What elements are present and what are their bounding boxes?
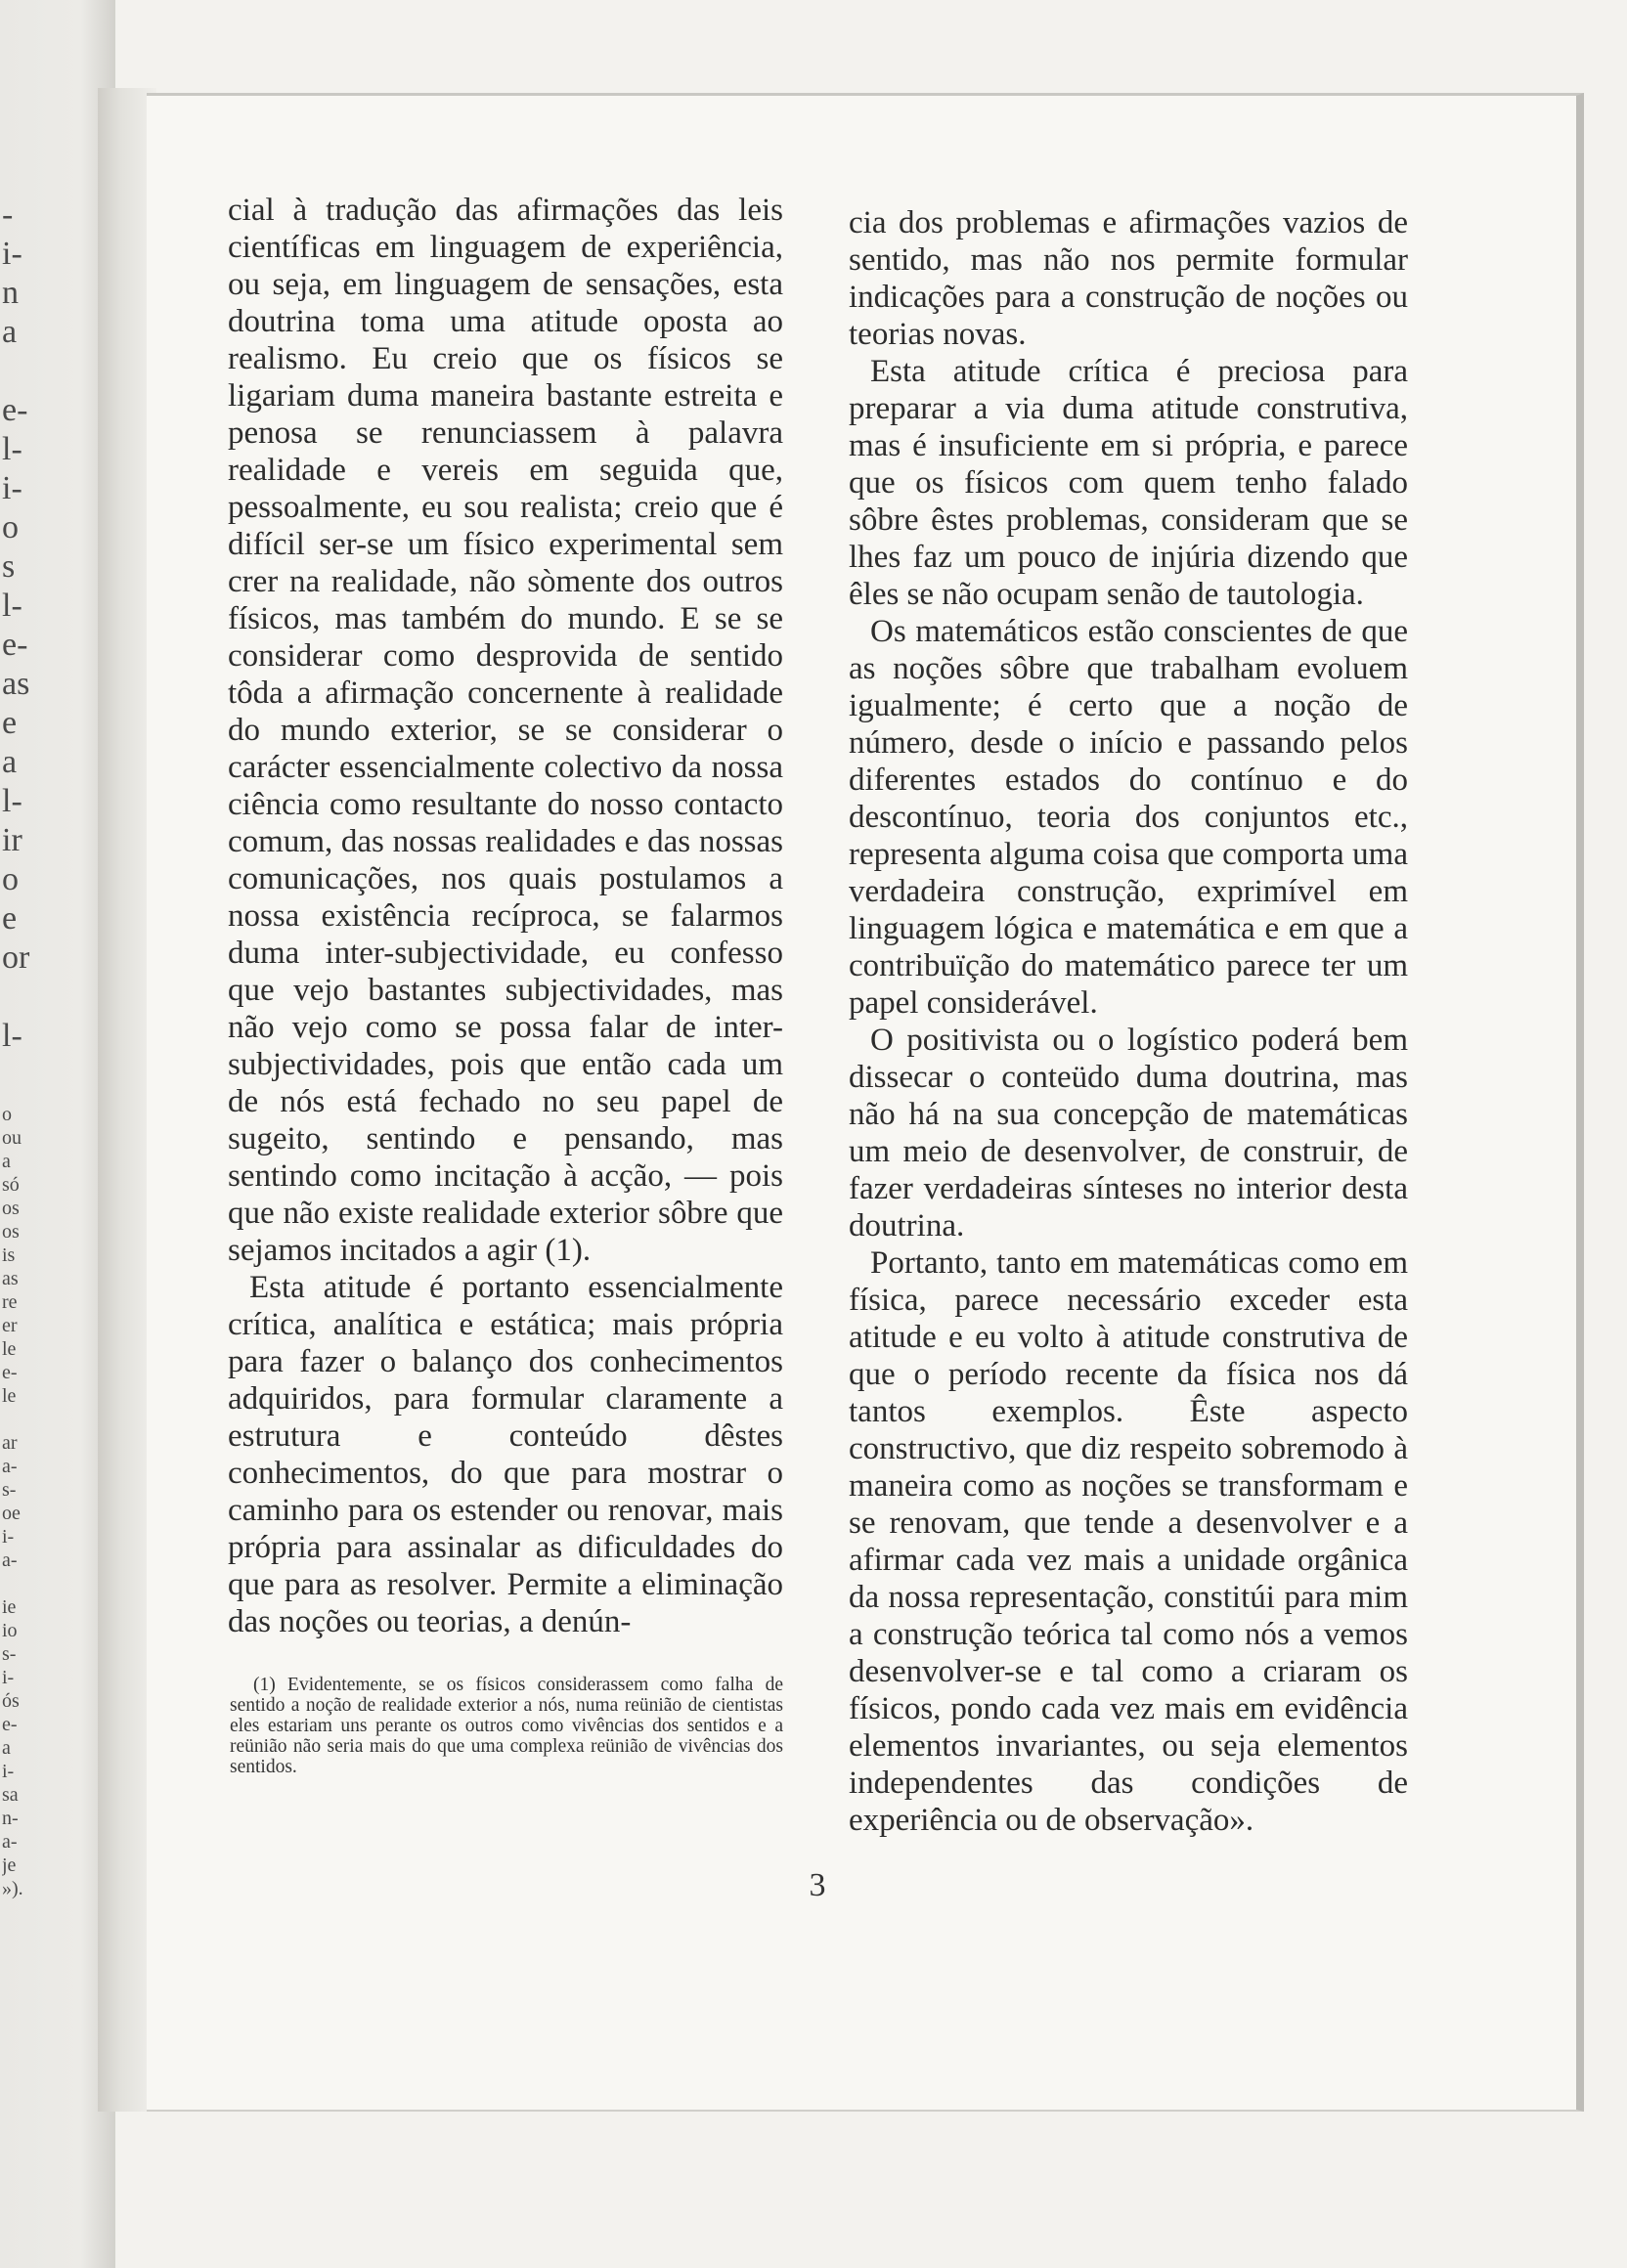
right-paragraph-1: cia dos problemas e afirmações vazios de sentido, mas não nos permite formular indicações para a construção de noções ou teorias novas.: [849, 205, 1408, 352]
margin-fragment: [2, 352, 41, 391]
margin-fragment: só: [2, 1174, 20, 1196]
margin-fragment: a-: [2, 1831, 18, 1853]
margin-fragment: ir: [2, 822, 22, 858]
margin-fragment: [2, 1572, 41, 1595]
margin-fragment: i-: [2, 1761, 15, 1782]
margin-fragment: os: [2, 1198, 20, 1219]
margin-fragment: s-: [2, 1643, 17, 1665]
margin-fragment: as: [2, 666, 30, 702]
margin-fragment: »).: [2, 1878, 23, 1899]
margin-fragment: a: [2, 314, 18, 350]
margin-fragment: io: [2, 1620, 18, 1641]
margin-fragment: a: [2, 1737, 11, 1759]
margin-fragment: n-: [2, 1808, 19, 1829]
margin-fragment: os: [2, 1221, 20, 1243]
margin-fragment: i-: [2, 470, 22, 506]
margin-fragment: i-: [2, 1667, 15, 1688]
previous-page-margin-fragments: [2, 196, 41, 1900]
margin-fragment: [2, 1079, 41, 1103]
margin-fragment: l-: [2, 1018, 22, 1054]
right-paragraph-4: O positivista ou o logístico poderá bem dissecar o conteüdo duma doutrina, mas não há na sua concepção de matemáticas um meio de desenvolver, de construir, de fazer verdadeiras sínteses no interior desta doutrina.: [849, 1023, 1408, 1243]
margin-fragment: l-: [2, 431, 22, 467]
margin-fragment: -: [2, 196, 14, 233]
margin-fragment: e: [2, 705, 18, 741]
margin-fragment: ar: [2, 1432, 18, 1454]
margin-fragment: l-: [2, 783, 22, 819]
margin-fragment: e-: [2, 1362, 18, 1383]
margin-fragment: s: [2, 548, 16, 585]
right-paragraph-5: Portanto, tanto em matemáticas como em física, parece necessário exceder esta atitude e eu volto à atitude construtiva de que o período recente da física nos dá tantos exemplos. Êste aspecto constructivo, que diz respeito sobremodo à maneira como as noções se transformam e se renovam, que tende a desenvolver e a afirmar cada vez mais a unidade orgânica da nossa representação, constitúi para mim a construção teórica tal como nós a vemos desenvolver-se e tal como a criaram os físicos, pondo cada vez mais em evidência elementos invariantes, ou seja elementos independentes das condições de experiência ou de observação».: [849, 1245, 1408, 1838]
margin-fragment: [2, 1408, 41, 1431]
page-number: 3: [809, 1867, 826, 1903]
right-paragraph-3: Os matemáticos estão conscientes de que as noções sôbre que trabalham evoluem igualmente; é certo que a noção de número, desde o início e passando pelos diferentes estados do contínuo e do descontínuo, teoria dos conjuntos etc., representa alguma coisa que comporta uma verdadeira construção, exprimível em linguagem lógica e matemática e em que a contribuïção do matemático parece ter um papel considerável.: [849, 614, 1408, 1021]
margin-fragment: [2, 978, 41, 1017]
margin-fragment: le: [2, 1385, 17, 1407]
margin-fragment: re: [2, 1291, 18, 1313]
margin-fragment: je: [2, 1854, 17, 1876]
margin-fragment: l-: [2, 588, 22, 624]
margin-fragment: e-: [2, 1714, 18, 1735]
margin-fragment: ou: [2, 1127, 22, 1149]
margin-fragment: ie: [2, 1596, 17, 1618]
margin-fragment: e-: [2, 627, 28, 663]
margin-fragment: sa: [2, 1784, 19, 1806]
margin-fragment: oe: [2, 1503, 21, 1524]
margin-fragment: i-: [2, 236, 22, 272]
margin-fragment: s-: [2, 1479, 17, 1501]
margin-fragment: is: [2, 1244, 16, 1266]
right-column: [849, 204, 1408, 1839]
margin-fragment: er: [2, 1315, 18, 1336]
margin-fragment: o: [2, 861, 19, 897]
left-column: [228, 192, 783, 1640]
margin-fragment: n: [2, 275, 19, 311]
margin-fragment: a-: [2, 1456, 18, 1477]
right-paragraph-2: Esta atitude crítica é preciosa para preparar a via duma atitude construtiva, mas é insuficiente em si própria, e parece que os físicos com quem tenho falado sôbre êstes problemas, consideram que se lhes faz um pouco de injúria dizendo que êles se não ocupam senão de tautologia.: [849, 354, 1408, 612]
margin-fragment: [2, 1056, 41, 1079]
margin-fragment: o: [2, 1104, 12, 1125]
margin-fragment: as: [2, 1268, 19, 1289]
margin-fragment: o: [2, 509, 19, 545]
left-paragraph-1: cial à tradução das afirmações das leis científicas em linguagem de experiência, ou seja, em linguagem de sensações, esta doutrina toma uma atitude oposta ao realismo. Eu creio que os físicos se ligariam duma maneira bastante estreita e penosa se renunciassem à palavra realidade e vereis em seguida que, pessoalmente, eu sou realista; creio que é difícil ser-se um físico experimental sem crer na realidade, não sòmente dos outros físicos, mas também do mundo. E se se considerar como desprovida de sentido tôda a afirmação concernente à realidade do mundo exterior, se se considerar o carácter essencialmente colectivo da nossa ciência como resultante do nosso contacto comum, das nossas realidades e das nossas comunicações, nos quais postulamos a nossa existência recíproca, se falarmos duma inter-subjectividade, eu confesso que vejo bastantes subjectividades, mas não vejo como se possa falar de inter-subjectividades, pois que então cada um de nós está fechado no seu papel de sugeito, sentindo e pensando, mas sentindo como incitação à acção, — pois que não existe realidade exterior sôbre que sejamos incitados a agir (1).: [228, 193, 783, 1268]
margin-fragment: or: [2, 939, 30, 976]
margin-fragment: ós: [2, 1690, 20, 1712]
margin-fragment: e: [2, 900, 18, 937]
margin-fragment: le: [2, 1338, 17, 1360]
footnote: [230, 1675, 783, 1777]
footnote-text: (1) Evidentemente, se os físicos considerassem como falha de sentido a noção de realidade exterior a nós, numa reünião de cientistas eles estariam uns perante os outros como vivências dos sentidos e a reünião não seria mais do que uma complexa reünião de vivências dos sentidos.: [230, 1675, 783, 1777]
left-paragraph-2: Esta atitude é portanto essencialmente crítica, analítica e estática; mais própria para fazer o balanço dos conhecimentos adquiridos, para formular claramente a estrutura e conteúdo dêstes conhecimentos, do que para mostrar o caminho para os estender ou renovar, mais própria para assinalar as dificuldades do que para as resolver. Permite a eliminação das noções ou teorias, a denún-: [228, 1270, 783, 1639]
margin-fragment: i-: [2, 1526, 15, 1548]
margin-fragment: e-: [2, 392, 28, 428]
margin-fragment: a: [2, 744, 18, 780]
margin-fragment: a: [2, 1151, 11, 1172]
margin-fragment: a-: [2, 1549, 18, 1571]
